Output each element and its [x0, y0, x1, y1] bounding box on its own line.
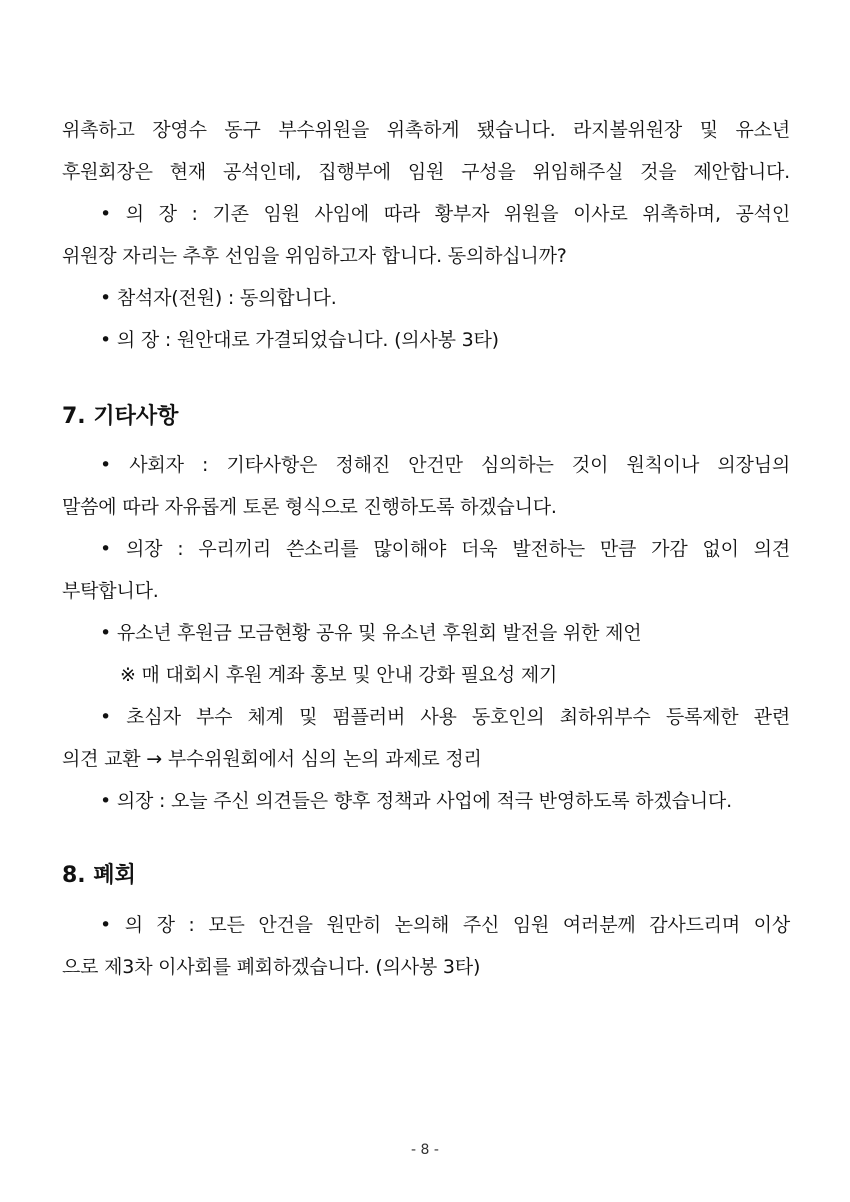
paragraph-line: 후원회장은 현재 공석인데, 집행부에 임원 구성을 위임해주실 것을 제안합니다. [62, 161, 790, 183]
section-heading-other-matters: 7. 기타사항 [62, 404, 179, 429]
paragraph-line: 의견 교환 → 부수위원회에서 심의 논의 과제로 정리 [62, 748, 482, 770]
chair-statement-line: • 의장 : 우리끼리 쓴소리를 많이해야 더욱 발전하는 만큼 가감 없이 의견 [100, 538, 790, 560]
agenda-item-line: • 유소년 후원금 모금현황 공유 및 유소년 후원회 발전을 위한 제언 [100, 622, 642, 644]
paragraph-line: 말씀에 따라 자유롭게 토론 형식으로 진행하도록 하겠습니다. [62, 496, 557, 518]
paragraph-line: 위원장 자리는 추후 선임을 위임하고자 합니다. 동의하십니까? [62, 245, 567, 267]
moderator-statement-line: • 사회자 : 기타사항은 정해진 안건만 심의하는 것이 원칙이나 의장님의 [100, 454, 790, 476]
chair-statement-line: • 의 장 : 모든 안건을 원만히 논의해 주신 임원 여러분께 감사드리며 이상 [100, 914, 790, 936]
section-heading-closing: 8. 폐회 [62, 863, 136, 888]
note-line: ※ 매 대회시 후원 계좌 홍보 및 안내 강화 필요성 제기 [120, 664, 558, 686]
paragraph-line: 으로 제3차 이사회를 폐회하겠습니다. (의사봉 3타) [62, 956, 481, 978]
paragraph-line: 부탁합니다. [62, 580, 159, 602]
chair-statement-line: • 의 장 : 원안대로 가결되었습니다. (의사봉 3타) [100, 329, 499, 351]
attendees-response-line: • 참석자(전원) : 동의합니다. [100, 287, 337, 309]
chair-statement-line: • 의 장 : 기존 임원 사임에 따라 황부자 위원을 이사로 위촉하며, 공석인 [100, 203, 790, 225]
chair-statement-line: • 의장 : 오늘 주신 의견들은 향후 정책과 사업에 적극 반영하도록 하겠습니다. [100, 790, 732, 812]
paragraph-line: 위촉하고 장영수 동구 부수위원을 위촉하게 됐습니다. 라지볼위원장 및 유소년 [62, 119, 790, 141]
agenda-item-line: • 초심자 부수 체계 및 펌플러버 사용 동호인의 최하위부수 등록제한 관련 [100, 706, 790, 728]
page-number: - 8 - [411, 1142, 439, 1158]
